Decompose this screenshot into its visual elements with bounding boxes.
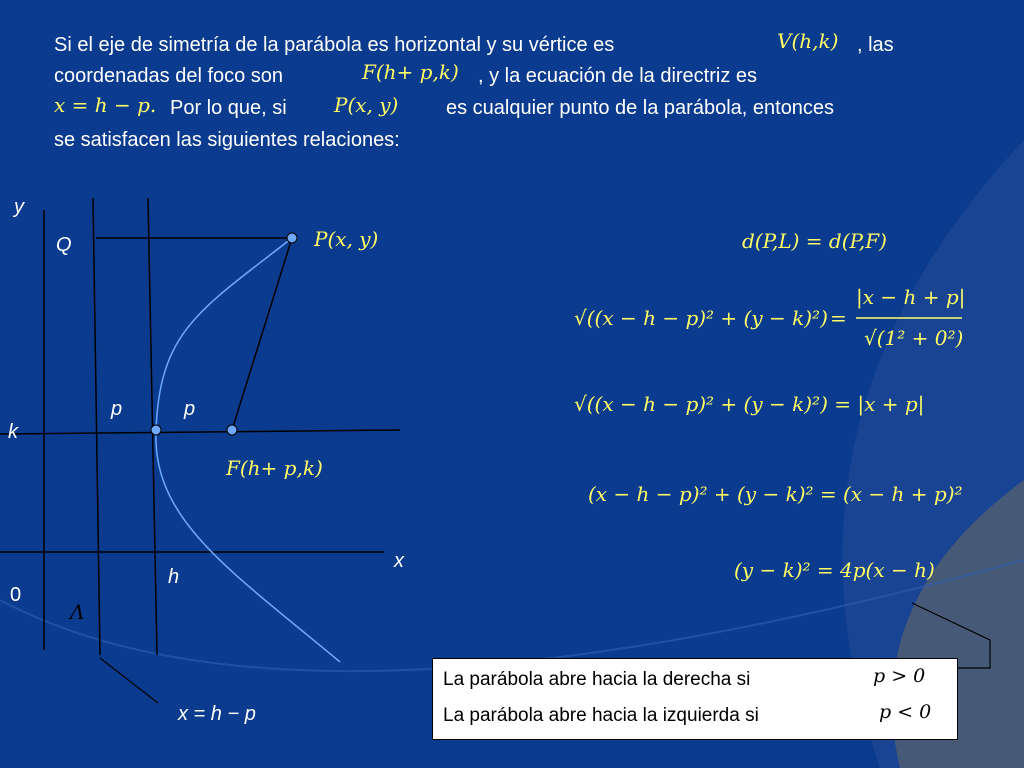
focus-expr: F(h+ p,k) bbox=[362, 60, 459, 84]
lambda-label: Λ bbox=[70, 600, 85, 624]
intro-line2-end: , y la ecuación de la directriz es bbox=[478, 65, 758, 87]
y-axis-label: y bbox=[14, 196, 24, 218]
k-label: k bbox=[8, 421, 18, 443]
origin-label: 0 bbox=[10, 584, 22, 606]
intro-line1-end: , las bbox=[857, 34, 894, 56]
h-label: h bbox=[168, 566, 180, 588]
opens-right-text: La parábola abre hacia la derecha si bbox=[443, 669, 751, 690]
q-label: Q bbox=[56, 234, 72, 256]
intro-line1: Si el eje de simetría de la parábola es horizontal y su vértice es bbox=[54, 34, 615, 56]
point-p-dot bbox=[287, 233, 297, 243]
point-p-label: P(x, y) bbox=[314, 227, 379, 251]
equation-1: d(P,L) = d(P,F) bbox=[742, 229, 887, 253]
equation-4: (x − h − p)² + (y − k)² = (x − h + p)² bbox=[588, 482, 963, 506]
parabola-curve bbox=[156, 238, 340, 662]
opens-left-text: La parábola abre hacia la izquierda si bbox=[443, 705, 759, 726]
fraction-bar bbox=[856, 316, 964, 320]
point-expr: P(x, y) bbox=[334, 93, 399, 117]
vertex-dot bbox=[151, 425, 161, 435]
vertex-expr: V(h,k) bbox=[777, 29, 839, 53]
intro-line3-end: es cualquier punto de la parábola, entonces bbox=[446, 97, 835, 119]
equation-2-eq: = bbox=[830, 306, 847, 330]
equation-2-numerator: |x − h + p| bbox=[856, 285, 966, 309]
conclusion-box bbox=[432, 658, 958, 740]
directrix-expr: x = h − p. bbox=[54, 93, 157, 117]
equation-5: (y − k)² = 4p(x − h) bbox=[734, 558, 935, 582]
point-f-label: F(h+ p,k) bbox=[226, 456, 323, 480]
equation-2-denominator: √(1² + 0²) bbox=[864, 326, 964, 350]
horizontal-k-line bbox=[0, 430, 400, 434]
equation-2-lhs: √((x − h − p)² + (y − k)²) bbox=[574, 306, 828, 330]
x-axis-label: x bbox=[394, 550, 404, 572]
directrix-caption: x = h − p bbox=[178, 703, 256, 725]
intro-line4: se satisfacen las siguientes relaciones: bbox=[54, 129, 400, 151]
p-right-label: p bbox=[184, 398, 196, 420]
directrix-pointer bbox=[100, 658, 158, 703]
p-f-segment bbox=[232, 238, 292, 430]
intro-line2: coordenadas del foco son bbox=[54, 65, 284, 87]
opens-left-condition: p < 0 bbox=[879, 701, 932, 723]
opens-right-condition: p > 0 bbox=[873, 665, 926, 687]
p-left-label: p bbox=[111, 398, 123, 420]
intro-line3: Por lo que, si bbox=[170, 97, 287, 119]
focus-dot bbox=[227, 425, 237, 435]
directrix-line bbox=[93, 198, 100, 655]
equation-3: √((x − h − p)² + (y − k)²) = |x + p| bbox=[574, 392, 925, 416]
